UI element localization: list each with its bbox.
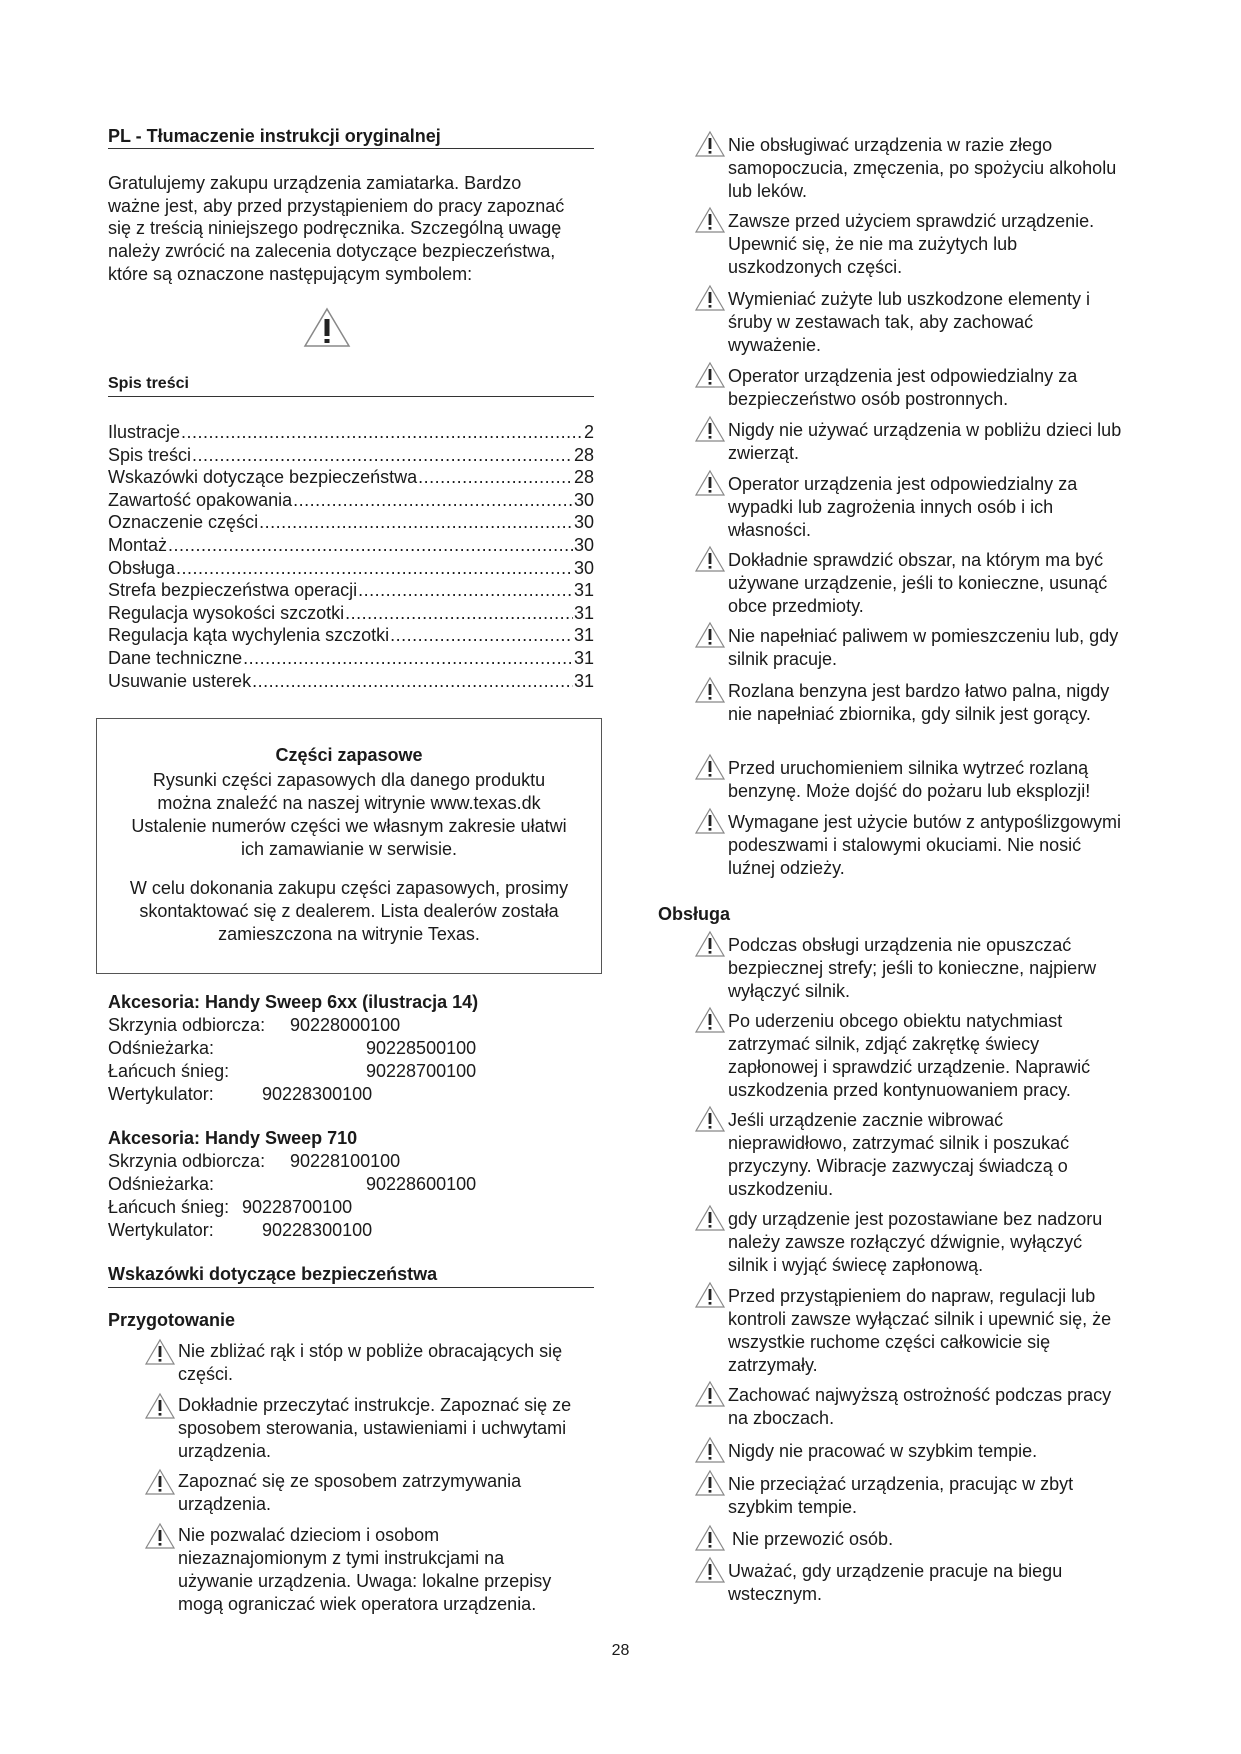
safety-item-text: Zachować najwyższą ostrożność podczas pracy na zboczach. [728, 1385, 1112, 1428]
spare-parts-line: skontaktować się z dealerem. Lista dealerów została [139, 901, 559, 921]
safety-rule [108, 1287, 594, 1288]
accessory-row [108, 1150, 401, 1172]
accessory-number: 90228500100 [366, 1038, 477, 1058]
accessory-row [108, 1219, 373, 1241]
toc-page: 30 [573, 512, 594, 533]
toc-page: 31 [573, 625, 594, 646]
toc-entry[interactable] [108, 444, 594, 466]
accessory-row [108, 1060, 477, 1082]
safety-item-text: Zawsze przed użyciem sprawdzić urządzenie. Upewnić się, że nie ma zużytych lub uszkodzonych części. [728, 211, 1095, 277]
toc-label: Spis treści [108, 444, 192, 465]
safety-item-text: Nigdy nie pracować w szybkim tempie. [728, 1441, 1038, 1461]
warning-icon [694, 1281, 726, 1309]
accessory-label: Odśnieżarka: [108, 1174, 215, 1194]
toc-page: 31 [573, 648, 594, 668]
toc-entry[interactable] [108, 602, 594, 624]
toc-page: 28 [573, 467, 594, 488]
accessory-label: Łańcuch śnieg: [108, 1197, 230, 1217]
safety-item-text: Zapoznać się ze sposobem zatrzymywania urządzenia. [178, 1471, 522, 1514]
toc-entry[interactable] [108, 624, 594, 646]
accessory-number: 90228300100 [262, 1084, 373, 1104]
toc-leader [243, 647, 573, 669]
toc-label: Ilustracje [108, 422, 181, 442]
accessory-number: 90228600100 [366, 1174, 477, 1194]
toc-label: Montaż [108, 535, 168, 555]
accessory-row [108, 1014, 401, 1036]
toc-page: 2 [583, 422, 594, 442]
page-number: 28 [611, 1642, 630, 1659]
warning-icon [694, 130, 726, 158]
accessory-number: 90228000100 [290, 1015, 401, 1035]
warning-icon [694, 1469, 726, 1497]
toc-page: 30 [573, 557, 594, 578]
spare-parts-line: W celu dokonania zakupu części zapasowych, prosimy [129, 878, 569, 898]
toc-leader [252, 670, 573, 692]
warning-icon [694, 1006, 726, 1034]
safety-item-text: Jeśli urządzenie zacznie wibrować nieprawidłowo, zatrzymać silnik i poszukać przyczyny. Wibracje zazwyczaj świadczą o uszkodzeniu. [728, 1110, 1070, 1199]
toc-leader [176, 557, 573, 579]
safety-item-text: Nie napełniać paliwem w pomieszczeniu lub, gdy silnik pracuje. [728, 626, 1119, 669]
toc-page: 31 [573, 580, 594, 601]
toc-entry[interactable] [108, 511, 594, 533]
accessory-row [108, 1196, 353, 1218]
safety-item-text: Nie przewozić osób. [732, 1529, 894, 1549]
safety-item-text: Nigdy nie używać urządzenia w pobliżu dzieci lub zwierząt. [728, 420, 1122, 463]
accessory-label: Odśnieżarka: [108, 1038, 215, 1058]
accessory-row [108, 1037, 477, 1059]
page-title: PL - Tłumaczenie instrukcji oryginalnej [108, 126, 441, 146]
toc-entry[interactable] [108, 421, 594, 443]
toc-leader [358, 579, 573, 601]
warning-icon [694, 807, 726, 835]
toc-entry[interactable] [108, 557, 594, 579]
safety-item-text: Po uderzeniu obcego obiektu natychmiast zatrzymać silnik, zdjąć zakrętkę świecy zapłonowej i sprawdzić urządzenie. Naprawić uszkodzenia przed kontynuowaniem pracy. [728, 1011, 1091, 1100]
accessory-row [108, 1083, 373, 1105]
spare-parts-line: Rysunki części zapasowych dla danego produktu [152, 770, 546, 790]
safety-item-text: Nie przeciążać urządzenia, pracując w zbyt szybkim tempie. [728, 1474, 1074, 1517]
toc-entry[interactable] [108, 647, 594, 669]
warning-icon [694, 545, 726, 573]
warning-icon [694, 1105, 726, 1133]
accessories-6xx-title: Akcesoria: Handy Sweep 6xx (ilustracja 14) [108, 992, 479, 1012]
warning-icon [694, 753, 726, 781]
operation-title: Obsługa [658, 904, 731, 924]
warning-icon [694, 1436, 726, 1464]
toc-leader [259, 511, 573, 533]
safety-item-text: Wymagane jest użycie butów z antypoślizgowymi podeszwami i stalowymi okuciami. Nie nosić luźnej odzieży. [728, 812, 1122, 878]
accessory-number: 90228700100 [366, 1061, 477, 1081]
spare-parts-line: ich zamawianie w serwisie. [240, 839, 458, 859]
spare-parts-box [96, 718, 602, 974]
spare-parts-line: można znaleźć na naszej witrynie www.texas.dk [157, 793, 541, 813]
accessory-label: Łańcuch śnieg: [108, 1061, 230, 1081]
safety-item-text: Nie pozwalać dzieciom i osobom niezaznajomionym z tymi instrukcjami na używanie urządzenia. Uwaga: lokalne przepisy mogą ograniczać wiek operatora urządzenia. [178, 1525, 552, 1614]
spare-parts-line: Ustalenie numerów części we własnym zakresie ułatwi [131, 816, 567, 836]
toc-label: Usuwanie usterek [108, 670, 252, 691]
toc-leader [345, 602, 573, 624]
toc-label: Obsługa [108, 557, 176, 578]
accessory-label: Wertykulator: [108, 1220, 214, 1240]
toc-leader [293, 489, 573, 511]
warning-icon [694, 1380, 726, 1408]
toc-label: Dane techniczne [108, 648, 243, 668]
toc-entry[interactable] [108, 466, 594, 488]
toc-entry[interactable] [108, 670, 594, 692]
safety-title: Wskazówki dotyczące bezpieczeństwa [108, 1264, 438, 1284]
warning-icon [694, 1204, 726, 1232]
safety-item-text: Nie zbliżać rąk i stóp w pobliże obracających się części. [178, 1341, 563, 1384]
warning-icon [694, 930, 726, 958]
toc-leader [181, 421, 583, 443]
warning-icon [694, 676, 726, 704]
warning-icon [144, 1392, 176, 1420]
toc-rule [108, 396, 594, 397]
warning-icon [694, 284, 726, 312]
warning-icon [144, 1338, 176, 1366]
toc-page: 30 [573, 535, 594, 555]
safety-item-text: gdy urządzenie jest pozostawiane bez nadzoru należy zawsze rozłączyć dźwignie, wyłączyć silnik i wyjąć świecę zapłonową. [728, 1209, 1103, 1275]
safety-item-text: Uważać, gdy urządzenie pracuje na biegu wstecznym. [728, 1561, 1063, 1604]
warning-icon [694, 206, 726, 234]
safety-item-text: Przed przystąpieniem do napraw, regulacji lub kontroli zawsze wyłączać silnik i upewnić się, że wszystkie ruchome części całkowicie się zatrzymały. [728, 1286, 1112, 1375]
toc-leader [390, 624, 573, 646]
safety-item-text: Przed uruchomieniem silnika wytrzeć rozlaną benzynę. Może dojść do pożaru lub eksplozji! [728, 758, 1091, 801]
toc-page: 28 [573, 444, 594, 465]
toc-page: 31 [573, 602, 594, 623]
accessory-row [108, 1173, 477, 1195]
toc-title: Spis treści [108, 375, 189, 392]
warning-icon [694, 621, 726, 649]
accessory-label: Skrzynia odbiorcza: [108, 1151, 266, 1171]
toc-page: 30 [573, 489, 594, 510]
toc-entry[interactable] [108, 534, 594, 556]
toc-label: Wskazówki dotyczące bezpieczeństwa [108, 467, 418, 488]
toc-label: Regulacja kąta wychylenia szczotki [108, 625, 390, 646]
warning-icon [144, 1468, 176, 1496]
warning-icon [302, 306, 352, 348]
spare-parts-title: Części zapasowe [275, 745, 423, 765]
safety-item-text: Wymieniać zużyte lub uszkodzone elementy i śruby w zestawach tak, aby zachować wyważenie. [728, 289, 1091, 355]
accessory-number: 90228100100 [290, 1151, 401, 1171]
toc-entry[interactable] [108, 579, 594, 601]
intro-paragraph: Gratulujemy zakupu urządzenia zamiatarka. Bardzo ważne jest, aby przed przystąpieniem do pracy zapoznać się z treścią niniejszego podręcznika. Szczególną uwagę należy zwrócić na zalecenia dotyczące bezpieczeństwa, które są oznaczone następującym symbolem: [108, 173, 565, 284]
preparation-title: Przygotowanie [108, 1310, 236, 1330]
toc-entry[interactable] [108, 489, 594, 511]
warning-icon [144, 1522, 176, 1550]
accessory-label: Skrzynia odbiorcza: [108, 1015, 266, 1035]
safety-item-text: Dokładnie sprawdzić obszar, na którym ma być używane urządzenie, jeśli to konieczne, usunąć obce przedmioty. [728, 550, 1108, 616]
warning-icon [694, 469, 726, 497]
warning-icon [694, 415, 726, 443]
title-rule [108, 148, 594, 149]
warning-icon [694, 1556, 726, 1584]
spare-parts-line: zamieszczona na witrynie Texas. [218, 924, 480, 944]
toc-leader [192, 444, 573, 466]
safety-item-text: Nie obsługiwać urządzenia w razie złego samopoczucia, zmęczenia, po spożyciu alkoholu lub leków. [728, 135, 1117, 201]
toc-label: Regulacja wysokości szczotki [108, 602, 345, 623]
safety-item-text: Dokładnie przeczytać instrukcje. Zapoznać się ze sposobem sterowania, ustawieniami i uchwytami urządzenia. [178, 1395, 572, 1461]
safety-item-text: Podczas obsługi urządzenia nie opuszczać bezpiecznej strefy; jeśli to konieczne, najpierw wyłączyć silnik. [728, 935, 1097, 1001]
warning-icon [694, 1524, 726, 1552]
toc-leader [168, 534, 573, 556]
toc-leader [418, 466, 573, 488]
safety-item-text: Operator urządzenia jest odpowiedzialny za bezpieczeństwo osób postronnych. [728, 366, 1078, 409]
accessory-number: 90228700100 [242, 1197, 353, 1217]
safety-item-text: Operator urządzenia jest odpowiedzialny za wypadki lub zagrożenia innych osób i ich własności. [728, 474, 1078, 540]
safety-item-text: Rozlana benzyna jest bardzo łatwo palna, nigdy nie napełniać zbiornika, gdy silnik jest gorący. [728, 681, 1110, 724]
toc-label: Zawartość opakowania [108, 489, 293, 510]
accessory-number: 90228300100 [262, 1220, 373, 1240]
toc-label: Strefa bezpieczeństwa operacji [108, 580, 358, 601]
toc-label: Oznaczenie części [108, 512, 259, 533]
accessory-label: Wertykulator: [108, 1084, 214, 1104]
warning-icon [694, 361, 726, 389]
toc-page: 31 [573, 670, 594, 691]
accessories-710-title: Akcesoria: Handy Sweep 710 [108, 1128, 358, 1148]
